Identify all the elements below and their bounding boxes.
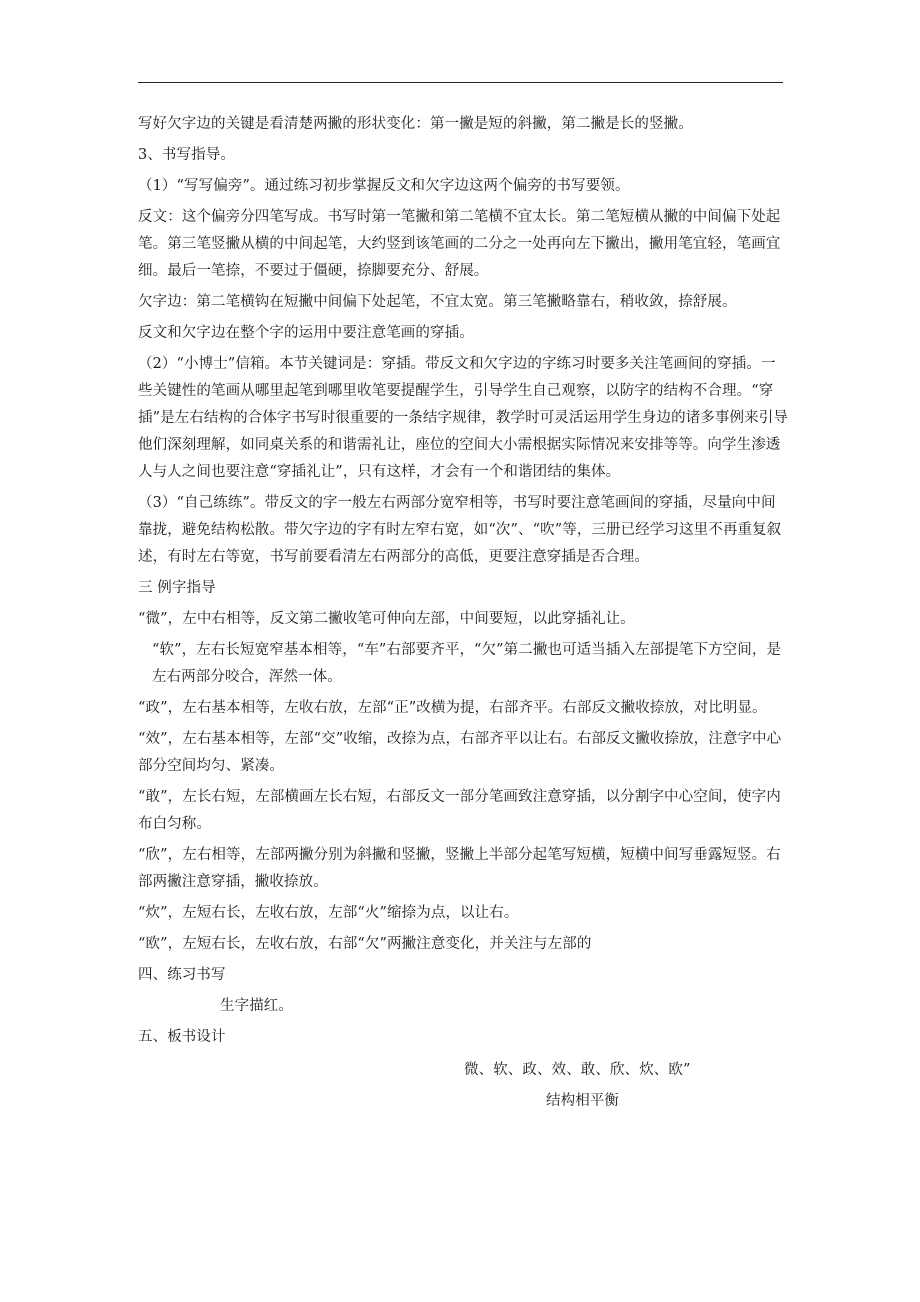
section-heading: 3、书写指导。 xyxy=(138,147,235,163)
section-heading: 三 例字指导 xyxy=(138,580,216,596)
paragraph: “微”，左中右相等，反文第二撇收笔可伸向左部，中间要短，以此穿插礼让。 xyxy=(138,611,635,627)
board-design-line: 微、软、政、效、敢、欣、炊、欧” xyxy=(464,1062,691,1078)
section-heading: 四、练习书写 xyxy=(138,967,226,983)
paragraph: 反文和欠字边在整个字的运用中要注意笔画的穿插。 xyxy=(138,325,474,341)
paragraph: 写好欠字边的关键是看清楚两撇的形状变化：第一撇是短的斜撇，第二撇是长的竖撇。 xyxy=(138,116,693,132)
header-rule xyxy=(138,82,783,83)
paragraph: 生字描红。 xyxy=(220,998,293,1014)
section-heading: 五、板书设计 xyxy=(138,1029,226,1045)
paragraph: （1）“写写偏旁”。通过练习初步掌握反文和欠字边这两个偏旁的书写要领。 xyxy=(138,178,630,194)
paragraph: “政”，左右基本相等，左收右放，左部“正”改横为提，右部齐平。右部反文撇收捺放，对比明显。 xyxy=(138,700,767,716)
paragraph: “敢”，左长右短，左部横画左长右短，右部反文一部分笔画致注意穿插，以分割字中心空间，使字内布白匀称。 xyxy=(138,789,781,832)
paragraph: “欧”，左短右长，左收右放，右部“欠”两撇注意变化，并关注与左部的 xyxy=(138,936,592,952)
paragraph: （2）“小博士”信箱。本节关键词是：穿插。带反文和欠字边的字练习时要多关注笔画间的穿插。一些关键性的笔画从哪里起笔到哪里收笔要提醒学生，引导学生自己观察，以防字的结构不合理。“穿插”是左右结构的合体字书写时很重要的一条结字规律，教学时可灵活运用学生身边的诸多事例来引导他们深刻理解，如同桌关系的和谐需礼让，座位的空间大小需根据实际情况来安排等等。向学生渗透人与人之间也要注意“穿插礼让”，只有这样，才会有一个和谐团结的集体。 xyxy=(138,356,788,480)
paragraph: “炊”，左短右长，左收右放，左部“火”缩捺为点，以让右。 xyxy=(138,905,519,921)
paragraph: “效”，左右基本相等，左部“交”收缩，改捺为点，右部齐平以让右。右部反文撇收捺放，注意字中心部分空间均匀、紧凑。 xyxy=(138,731,782,774)
board-design-line: 结构相平衡 xyxy=(546,1093,619,1109)
paragraph: “软”，左右长短宽窄基本相等，“车”右部要齐平，“欠”第二撇也可适当插入左部提笔下方空间，是左右两部分咬合，浑然一体。 xyxy=(152,642,782,685)
document-body xyxy=(138,111,788,1119)
paragraph: “欣”，左右相等，左部两撇分别为斜撇和竖撇，竖撇上半部分起笔写短横，短横中间写垂露短竖。右部两撇注意穿插，撇收捺放。 xyxy=(138,847,781,890)
paragraph: 反文：这个偏旁分四笔写成。书写时第一笔撇和第二笔横不宜太长。第二笔短横从撇的中间偏下处起笔。第三笔竖撇从横的中间起笔，大约竖到该笔画的二分之一处再向左下撇出，撇用笔宜轻，笔画宜细。最后一笔捺，不要过于僵硬，捺脚要充分、舒展。 xyxy=(138,209,781,279)
paragraph: 欠字边：第二笔横钩在短撇中间偏下处起笔，不宜太宽。第三笔撇略靠右，稍收敛，捺舒展。 xyxy=(138,294,737,310)
paragraph: （3）“自己练练”。带反文的字一般左右两部分宽窄相等，书写时要注意笔画间的穿插，尽量向中间靠拢，避免结构松散。带欠字边的字有时左窄右宽，如“次”、“吹”等，三册已经学习这里不再重复叙述，有时左右等宽，书写前要看清左右两部分的高低，更要注意穿插是否合理。 xyxy=(138,495,782,565)
